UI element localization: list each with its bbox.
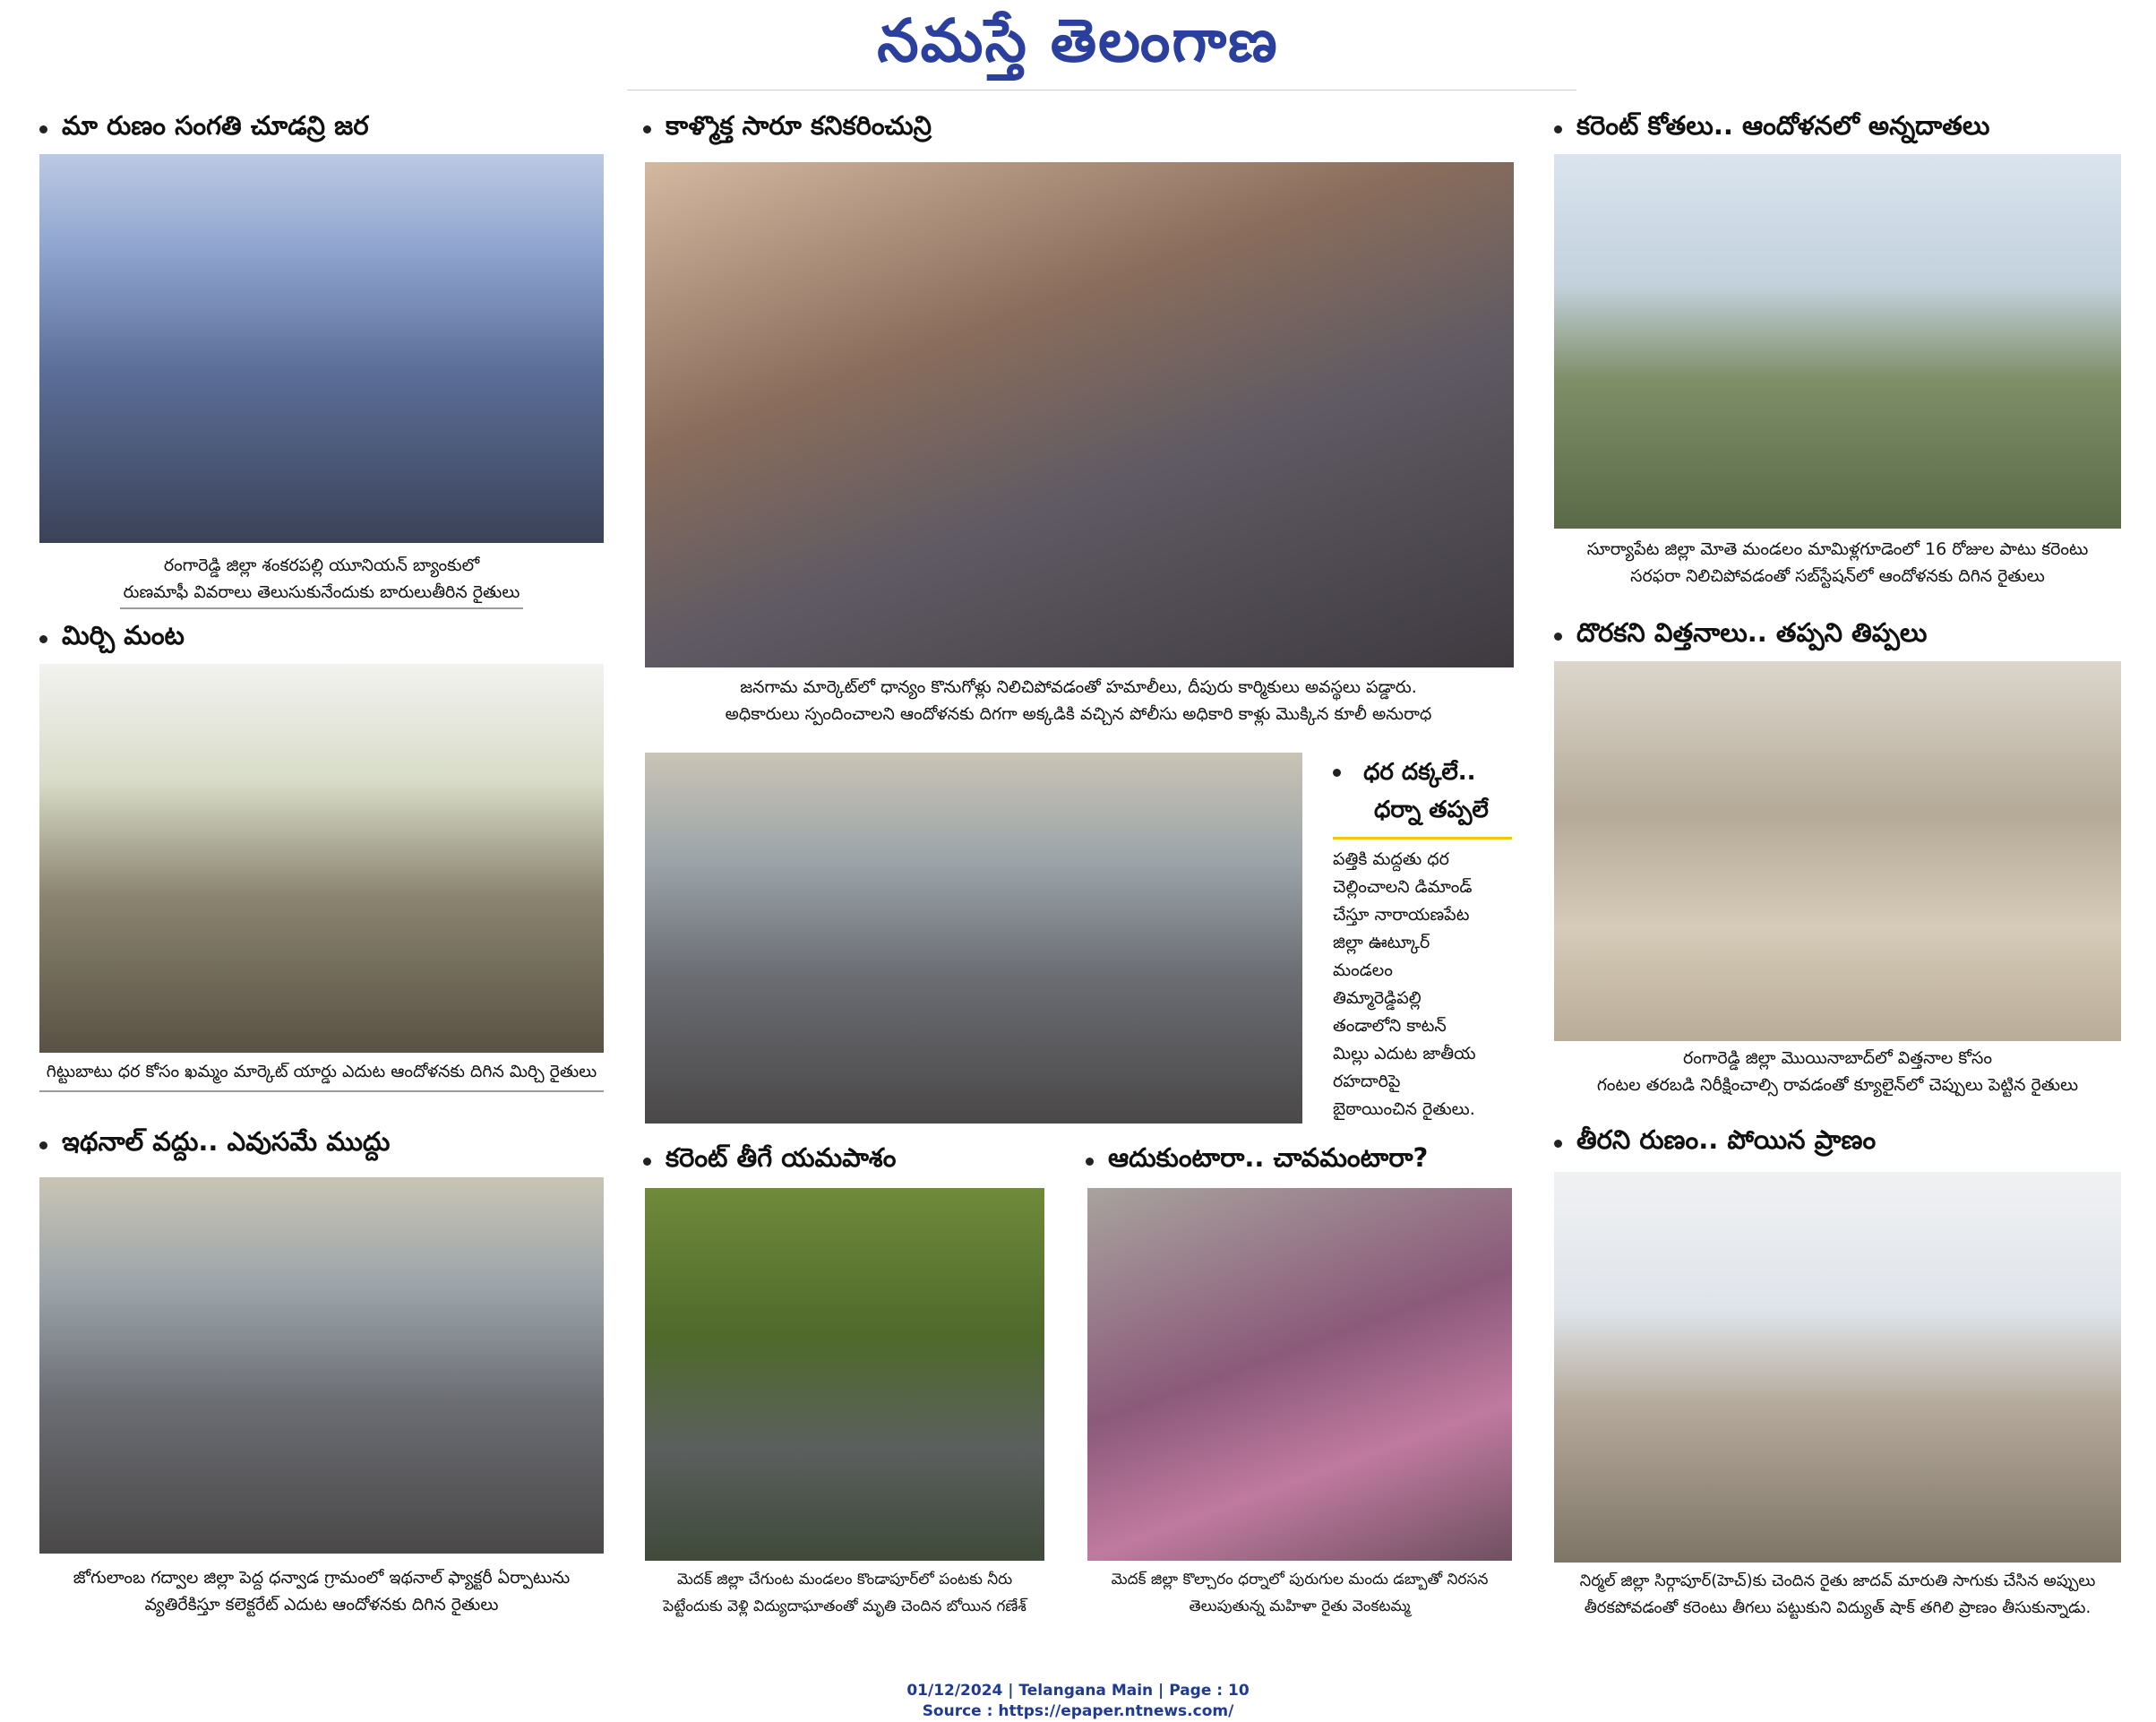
caption-line: గంటల తరబడి నిరీక్షించాల్సి రావడంతో క్యూలైన్‌లో చెప్పులు పెట్టిన రైతులు bbox=[1596, 1075, 2079, 1095]
caption-line: అధికారులు స్పందించాలని ఆందోళనకు దిగగా అక్కడికి వచ్చిన పోలీసు అధికారి కాళ్లు మొక్కిన కూలీ అనురాధ bbox=[725, 704, 1432, 724]
side-headline bbox=[1333, 754, 1476, 790]
photo-substation-protest bbox=[1554, 154, 2121, 529]
story-save-us bbox=[1086, 1143, 1514, 1627]
photo-transformer-pole bbox=[1554, 1172, 2121, 1563]
story-mirchi bbox=[39, 621, 604, 1105]
side-headline-line: ధర్నా తప్పలే bbox=[1374, 796, 1489, 823]
caption-line: జనగామ మార్కెట్‌లో ధాన్యం కొనుగోళ్లు నిలిచిపోవడంతో హమాలీలు, దీపురు కార్మికులు అవస్థలు పడ్డారు. bbox=[740, 677, 1417, 697]
story-wire bbox=[643, 1143, 1046, 1627]
story-seeds bbox=[1554, 618, 2121, 1102]
side-headline bbox=[1374, 792, 1489, 828]
body-line: పత్తికి మద్దతు ధర bbox=[1333, 849, 1449, 869]
caption-line: మెదక్ జిల్లా చేగుంట మండలం కొండాపూర్‌లో పంటకు నీరు bbox=[676, 1571, 1013, 1589]
story-dharna bbox=[643, 751, 1514, 1118]
story-headline bbox=[1086, 1143, 1428, 1179]
caption-line: తీరకపోవడంతో కరెంటు తీగలు పట్టుకుని విద్యుత్ షాక్ తగిలి ప్రాణం తీసుకున్నాడు. bbox=[1584, 1598, 2092, 1617]
story-power-cuts bbox=[1554, 111, 2121, 595]
caption-underline bbox=[39, 1090, 604, 1092]
body-line: తండాలోని కాటన్ bbox=[1333, 1016, 1447, 1036]
photo-caption bbox=[643, 674, 1514, 728]
body-line: బైఠాయించిన రైతులు. bbox=[1333, 1099, 1475, 1119]
caption-line: గిట్టుబాటు ధర కోసం ఖమ్మం మార్కెట్ యార్డు ఎదుట ఆందోళనకు దిగిన మిర్చి రైతులు bbox=[46, 1062, 597, 1081]
photo-caption bbox=[39, 552, 604, 606]
bullet-icon bbox=[1333, 769, 1341, 777]
story-headline bbox=[643, 1143, 896, 1179]
photo-caption bbox=[39, 1058, 604, 1085]
photo-caption bbox=[1086, 1566, 1514, 1620]
headline-text: మా రుణం సంగతి చూడన్రి జర bbox=[62, 110, 369, 141]
bullet-icon bbox=[643, 1158, 651, 1166]
photo-collectorate-protest bbox=[39, 1177, 604, 1554]
story-market bbox=[643, 111, 1514, 729]
story-loan bbox=[39, 111, 604, 613]
photo-dharna-crowd bbox=[645, 753, 1302, 1124]
caption-line: రంగారెడ్డి జిల్లా మొయినాబాద్‌లో విత్తనాల కోసం bbox=[1683, 1048, 1992, 1068]
headline-text: కాళ్మొక్త సారూ కనికరించున్రి bbox=[666, 110, 932, 141]
body-line: మిల్లు ఎదుట జాతీయ bbox=[1333, 1044, 1476, 1063]
photo-electrocution-field bbox=[645, 1188, 1044, 1561]
bullet-icon bbox=[39, 1141, 47, 1149]
story-headline bbox=[1554, 111, 1989, 147]
bullet-icon bbox=[1554, 125, 1562, 133]
body-line: చేస్తూ నారాయణపేట bbox=[1333, 905, 1470, 925]
body-line: రహదారిపై bbox=[1333, 1072, 1401, 1091]
story-headline bbox=[1554, 618, 1927, 654]
bullet-icon bbox=[1086, 1158, 1094, 1166]
bullet-icon bbox=[1554, 1140, 1562, 1148]
bullet-icon bbox=[39, 125, 47, 133]
bullet-icon bbox=[643, 125, 651, 133]
body-line: మండలం bbox=[1333, 960, 1393, 980]
caption-line: రుణమాఫీ వివరాలు తెలుసుకునేందుకు బారులుతీరిన రైతులు bbox=[123, 582, 520, 602]
body-line: తిమ్మారెడ్డిపల్లి bbox=[1333, 988, 1422, 1008]
footer-edition-info: 01/12/2024 | Telangana Main | Page : 10 bbox=[906, 1682, 1250, 1700]
side-story-body bbox=[1333, 846, 1512, 1124]
caption-line: తెలుపుతున్న మహిళా రైతు వెంకటమ్మ bbox=[1189, 1597, 1411, 1615]
caption-line: వ్యతిరేకిస్తూ కలెక్టరేట్ ఎదుట ఆందోళనకు దిగిన రైతులు bbox=[144, 1595, 499, 1614]
story-debt bbox=[1554, 1125, 2121, 1627]
story-headline bbox=[39, 111, 369, 147]
photo-caption bbox=[39, 1564, 604, 1618]
caption-line: మెదక్ జిల్లా కొల్చారం ధర్నాలో పురుగుల మందు డబ్బాతో నిరసన bbox=[1111, 1571, 1489, 1589]
side-headline-rule bbox=[1333, 837, 1512, 839]
body-line: జిల్లా ఊట్కూర్ bbox=[1333, 933, 1430, 952]
bullet-icon bbox=[1554, 633, 1562, 641]
side-headline-line: ధర దక్కలే.. bbox=[1363, 759, 1476, 786]
headline-text: కరెంట్ తీగే యమపాశం bbox=[666, 1142, 897, 1173]
photo-caption bbox=[1554, 536, 2121, 590]
body-line: చెల్లించాలని డిమాండ్ bbox=[1333, 877, 1473, 897]
caption-line: సూర్యాపేట జిల్లా మోతె మండలం మామిళ్లగూడెంలో 16 రోజుల పాటు కరెంటు bbox=[1586, 539, 2089, 559]
photo-bank-queue bbox=[39, 154, 604, 543]
caption-line: సరఫరా నిలిచిపోవడంతో సబ్‌స్టేషన్‌లో ఆందోళనకు దిగిన రైతులు bbox=[1630, 566, 2045, 586]
photo-pesticide-protest bbox=[1087, 1188, 1512, 1561]
headline-text: ఇథనాల్ వద్దు.. ఎవుసమే ముద్దు bbox=[62, 1126, 391, 1157]
photo-caption bbox=[1554, 1045, 2121, 1098]
photo-caption bbox=[1554, 1568, 2121, 1622]
story-headline bbox=[643, 111, 932, 147]
story-headline bbox=[39, 1127, 390, 1163]
headline-text: దొరకని విత్తనాలు.. తప్పని తిప్పలు bbox=[1576, 617, 1928, 648]
photo-market-protest bbox=[645, 162, 1514, 667]
page-footer bbox=[0, 1681, 2156, 1722]
photo-caption bbox=[643, 1566, 1046, 1620]
photo-market-yard-protest bbox=[39, 664, 604, 1053]
bullet-icon bbox=[39, 635, 47, 643]
photo-chappal-queue bbox=[1554, 661, 2121, 1041]
footer-source-link[interactable]: Source : https://epaper.ntnews.com/ bbox=[922, 1702, 1234, 1720]
caption-line: రంగారెడ్డి జిల్లా శంకరపల్లి యూనియన్ బ్యాంకులో bbox=[163, 555, 480, 575]
story-ethanol bbox=[39, 1127, 604, 1629]
masthead-title: నమస్తే తెలంగాణ bbox=[877, 5, 1279, 75]
headline-text: కరెంట్ కోతలు.. ఆందోళనలో అన్నదాతలు bbox=[1576, 110, 1990, 141]
caption-line: జోగులాంబ గద్వాల జిల్లా పెద్ద ధన్వాడ గ్రామంలో ఇథనాల్ ఫ్యాక్టరీ ఏర్పాటును bbox=[73, 1568, 571, 1588]
caption-line: పెట్టేందుకు వెళ్లి విద్యుదాఘాతంతో మృతి చెందిన బోయిన గణేశ్ bbox=[663, 1597, 1026, 1615]
headline-text: ఆదుకుంటారా.. చావమంటారా? bbox=[1108, 1142, 1429, 1173]
headline-text: తీరని రుణం.. పోయిన ప్రాణం bbox=[1576, 1124, 1877, 1155]
caption-line: నిర్మల్ జిల్లా సిర్గాపూర్(హెచ్)కు చెందిన రైతు జాదవ్ మారుతి సాగుకు చేసిన అప్పులు bbox=[1579, 1571, 2096, 1590]
headline-text: మిర్చి మంట bbox=[62, 620, 185, 650]
story-headline bbox=[1554, 1125, 1876, 1161]
caption-underline bbox=[120, 607, 523, 609]
story-headline bbox=[39, 621, 185, 657]
